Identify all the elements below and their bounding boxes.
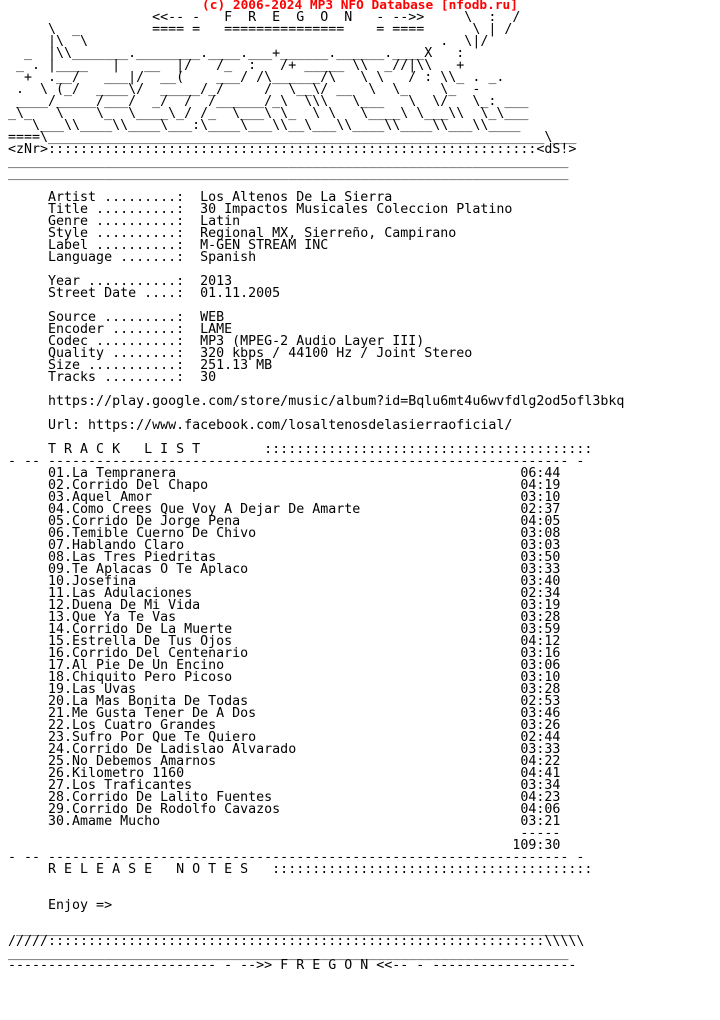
nfo-text: <<-- - F R E G O N - -->> \ : / \ _ ==== = =============== = ==== \ | / |\ \ . \|/ _ |\\_______.________.____.___+______.______.____X : _ . |____ | __ |/ /_ : /+ _____ \\ _//|\\ + + .__/ ___|/ __( ___/ /\______/\ \ \ / : \\_ . _. . \ (_/ ____\/ _____/_/ / \__\/ __ \ \_ \_ - ____/_____/___/ _/ / /______/_\ \\\ \___ \ \/ \_: ___ _\_ \ \_ \____\_/ /_ \___\ \_ \ \ \____\ \___\\ \_\___ \___\\____\\____\___:\____\___\\__\___\\____\\____\\___\\____ ====\______________________________________________________________\___ <zNr>:::::::::::::::::::::::::::::::::::::::::::::::::::::::::::::<dS!> ______________________________________________________________________ ______________________________________________________________________ Artist .........: Los Altenos De La Sierra Title ..........: 30 Impactos Musicales Coleccion Platino Genre ..........: Latin Style ..........: Regional MX, Sierreño, Campirano Label ..........: M-GEN STREAM INC Language .......: Spanish Year ...........: 2013 Street Date ....: 01.11.2005 Source .........: WEB Encoder ........: LAME Codec ..........: MP3 (MPEG-2 Audio Layer III) Quality ........: 320 kbps / 44100 Hz / Joint Stereo Size ...........: 251.13 MB Tracks .........: 30 https://play.google.com/store/music/album?id=Bqlu6mt4u6wvfdlg2od5ofl3bkq Url: https://www.facebook.com/losaltenosdelasierraoficial/ T R A C K L I S T ::::::::::::::::::::::::::::::::::::::::: - -- ----------------------------------------------------------------- - 01.La Tempranera 06:44 02.Corrido Del Chapo 04:19 03.Aquel Amor 03:10 04.Como Crees Que Voy A Dejar De Amarte 02:37 05.Corrido De Jorge Pena 04:05 06.Temible Cuerno De Chivo 03:08 07.Hablando Claro 03:03 08.Las Tres Piedritas 03:50 09.Te Aplacas O Te Aplaco 03:33 10.Josefina 03:40 11.Las Adulaciones 02:34 12.Duena De Mi Vida 03:19 13.Que Ya Te Vas 03:28 14.Corrido De La Muerte 03:59 15.Estrella De Tus Ojos 04:12 16.Corrido Del Centenario 03:16 17.Al Pie De Un Encino 03:06 18.Chiquito Pero Picoso 03:10 19.Las Uvas 03:28 20.La Mas Bonita De Todas 02:53 21.Me Gusta Tener De A Dos 03:46 22.Los Cuatro Grandes 03:26 23.Sufro Por Que Te Quiero 02:44 24.Corrido De Ladislao Alvarado 03:33 25.No Debemos Amarnos 04:22 26.Kilometro 1160 04:41 27.Los Traficantes 03:34 28.Corrido De Lalito Fuentes 04:23 29.Corrido De Rodolfo Cavazos 04:06 30.Amame Mucho 03:21 ----- 109:30 - -- ----------------------------------------------------------------- - R E L E A S E N O T E S :::::::::::::::::::::::::::::::::::::::: Enjoy => ______________________________________________________________________ /////::::::::::::::::::::::::::::::::::::::::::::::::::::::::::::::\\\\\ ______________________________________________________________________ -------------------------- - -->> F R E G O N <<-- - ------------------ bbox=[8, 10, 625, 973]
nfo-database-header: (c) 2006-2024 MP3 NFO Database [nfodb.ru] bbox=[202, 0, 518, 13]
